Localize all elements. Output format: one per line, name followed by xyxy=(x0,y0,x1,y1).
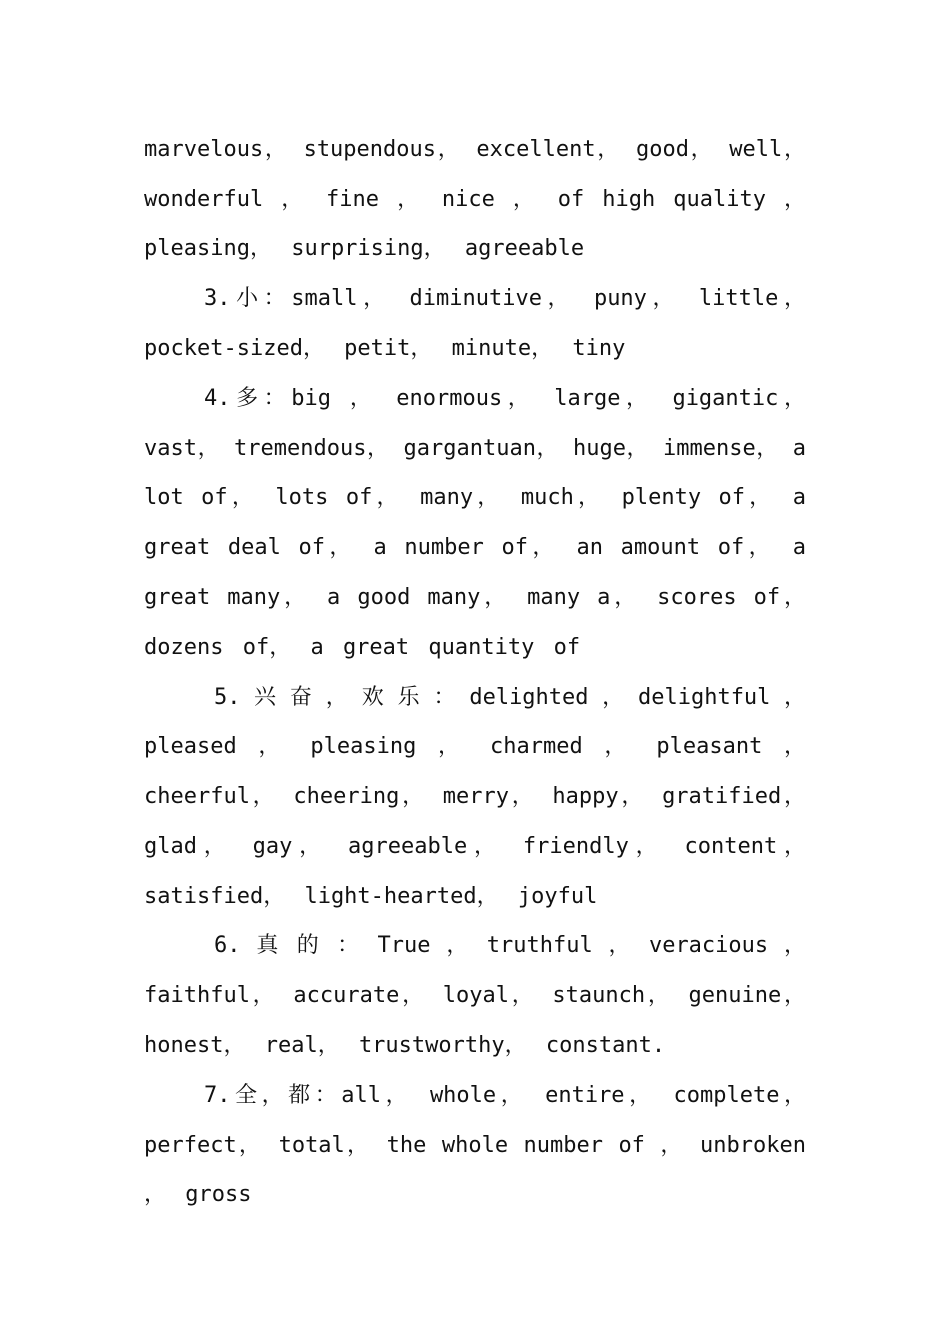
text-line: pleased ， pleasing ， charmed ， pleasant ， xyxy=(144,734,806,759)
text-line: wonderful ， fine ， nice ， of high quality ， xyxy=(144,187,806,212)
text-line: vast， tremendous， gargantuan， huge， immense， a xyxy=(144,436,806,461)
text-line: ， gross xyxy=(144,1182,252,1207)
list-item-6: 6. 真 的 ： True ， truthful ， veracious ， xyxy=(214,933,806,958)
text-line: faithful， accurate， loyal， staunch， genuine， xyxy=(144,983,806,1008)
text-line: lot of， lots of， many， much， plenty of， a xyxy=(144,485,806,510)
list-item-4: 4.多：big ， enormous， large， gigantic， xyxy=(204,386,806,411)
text-line: glad， gay， agreeable， friendly， content， xyxy=(144,834,806,859)
text-line: great many， a good many， many a， scores of， xyxy=(144,585,806,610)
text-line: marvelous， stupendous， excellent， good， well， xyxy=(144,137,806,162)
text-line: pleasing， surprising， agreeable xyxy=(144,236,585,261)
list-item-7: 7.全，都：all， whole， entire， complete， xyxy=(204,1083,806,1108)
text-line: great deal of， a number of， an amount of， a xyxy=(144,535,806,560)
list-item-5: 5. 兴 奋 ， 欢 乐 ： delighted ， delightful ， xyxy=(214,685,806,710)
text-line: dozens of， a great quantity of xyxy=(144,635,581,660)
text-line: perfect， total， the whole number of ， unbroken xyxy=(144,1133,806,1158)
text-line: cheerful， cheering， merry， happy， gratified， xyxy=(144,784,806,809)
text-line: satisfied， light-hearted， joyful xyxy=(144,884,598,909)
text-line: pocket-sized， petit， minute， tiny xyxy=(144,336,626,361)
text-line: honest， real， trustworthy， constant. xyxy=(144,1033,666,1058)
list-item-3: 3.小：small， diminutive， puny， little， xyxy=(204,286,806,311)
